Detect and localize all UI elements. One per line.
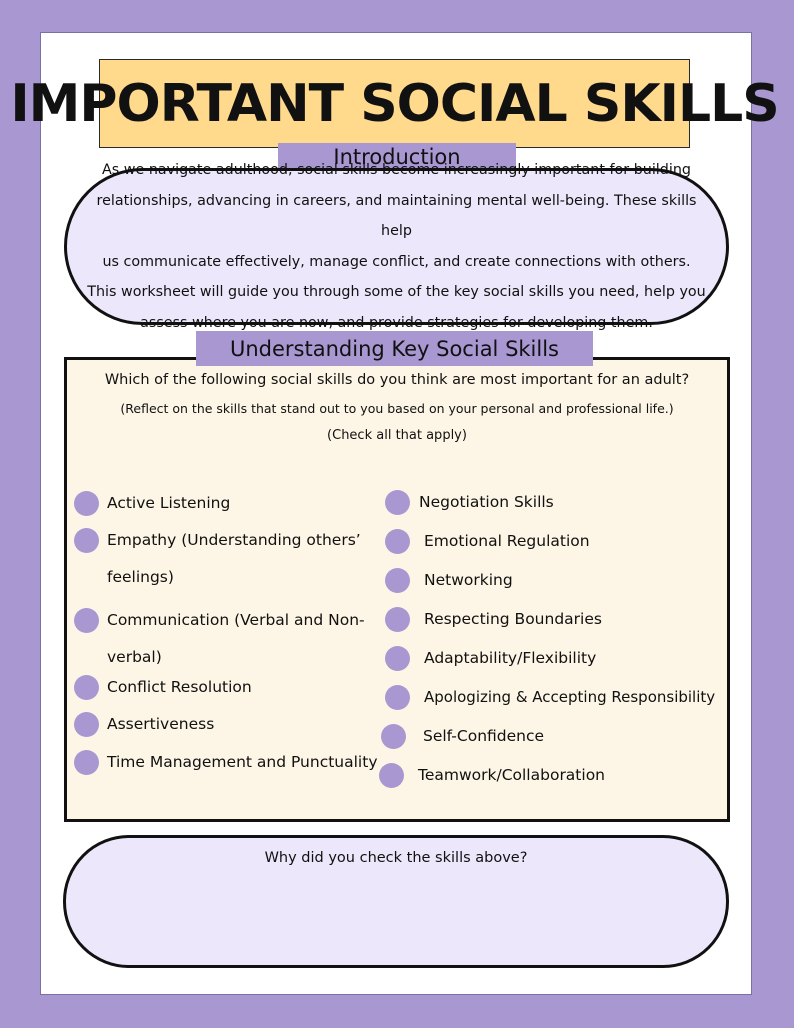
checkbox-circle-icon[interactable] xyxy=(74,491,99,516)
skill-option[interactable] xyxy=(74,491,230,522)
skill-label: Networking xyxy=(424,571,513,589)
skill-option[interactable] xyxy=(385,529,590,560)
skill-label: Active Listening xyxy=(107,494,231,512)
checkbox-circle-icon[interactable] xyxy=(385,646,410,671)
intro-line: This worksheet will guide you through some of the key social skills you need, help you xyxy=(87,284,706,300)
checkbox-circle-icon[interactable] xyxy=(385,607,410,632)
skills-note: (Reflect on the skills that stand out to you based on your personal and professional life.) xyxy=(120,401,674,416)
skill-option[interactable] xyxy=(74,675,252,706)
checkbox-circle-icon[interactable] xyxy=(385,685,410,710)
skill-label: Adaptability/Flexibility xyxy=(424,649,597,667)
skill-label: Conflict Resolution xyxy=(107,678,252,696)
checkbox-circle-icon[interactable] xyxy=(385,568,410,593)
skill-option[interactable] xyxy=(381,724,544,755)
skill-label: Self-Confidence xyxy=(423,727,545,745)
skill-label: Emotional Regulation xyxy=(424,532,590,550)
intro-text xyxy=(81,155,712,338)
reflection-question: Why did you check the skills above? xyxy=(264,850,528,866)
skill-option[interactable] xyxy=(385,646,596,677)
skill-option[interactable] xyxy=(379,763,605,794)
skill-option[interactable] xyxy=(74,528,382,596)
skill-option[interactable] xyxy=(385,685,715,716)
skill-label: Teamwork/Collaboration xyxy=(418,766,605,784)
intro-line: us communicate effectively, manage conflict, and create connections with others. xyxy=(102,253,691,270)
skill-option[interactable] xyxy=(385,607,602,638)
skill-label: Time Management and Punctuality xyxy=(107,753,378,771)
checkbox-circle-icon[interactable] xyxy=(74,675,99,700)
skill-label: Assertiveness xyxy=(107,715,215,733)
checkbox-circle-icon[interactable] xyxy=(381,724,406,749)
page-title: IMPORTANT SOCIAL SKILLS xyxy=(10,73,779,134)
skills-instruction: (Check all that apply) xyxy=(327,428,467,443)
checkbox-circle-icon[interactable] xyxy=(74,750,99,775)
skill-label: Negotiation Skills xyxy=(419,493,554,511)
skill-label: Empathy (Understanding others’ feelings) xyxy=(107,531,361,586)
title-banner xyxy=(10,59,779,148)
checkbox-circle-icon[interactable] xyxy=(385,529,410,554)
intro-line: assess where you are now, and provide strategies for developing them. xyxy=(140,314,653,331)
skill-option[interactable] xyxy=(385,490,554,521)
skill-option[interactable] xyxy=(74,750,378,781)
skill-option[interactable] xyxy=(385,568,513,599)
skill-option[interactable] xyxy=(74,712,214,743)
skill-option[interactable] xyxy=(74,608,382,676)
checkbox-circle-icon[interactable] xyxy=(74,712,99,737)
skills-question: Which of the following social skills do you think are most important for an adult? xyxy=(104,372,690,388)
skill-label: Apologizing & Accepting Responsibility xyxy=(424,688,716,706)
checkbox-circle-icon[interactable] xyxy=(379,763,404,788)
intro-heading: Introduction xyxy=(278,143,516,170)
checkbox-circle-icon[interactable] xyxy=(385,490,410,515)
skill-label: Communication (Verbal and Non-verbal) xyxy=(107,611,365,666)
skill-label: Respecting Boundaries xyxy=(424,610,602,628)
skills-panel xyxy=(64,357,730,822)
intro-line: As we navigate adulthood, social skills become increasingly important for building xyxy=(102,162,691,178)
intro-panel xyxy=(64,162,729,331)
checkbox-circle-icon[interactable] xyxy=(74,528,99,553)
skills-heading: Understanding Key Social Skills xyxy=(196,331,593,366)
checkbox-circle-icon[interactable] xyxy=(74,608,99,633)
intro-line: relationships, advancing in careers, and maintaining mental well-being. These skills help xyxy=(96,192,697,239)
reflection-answer-area[interactable] xyxy=(63,835,729,968)
